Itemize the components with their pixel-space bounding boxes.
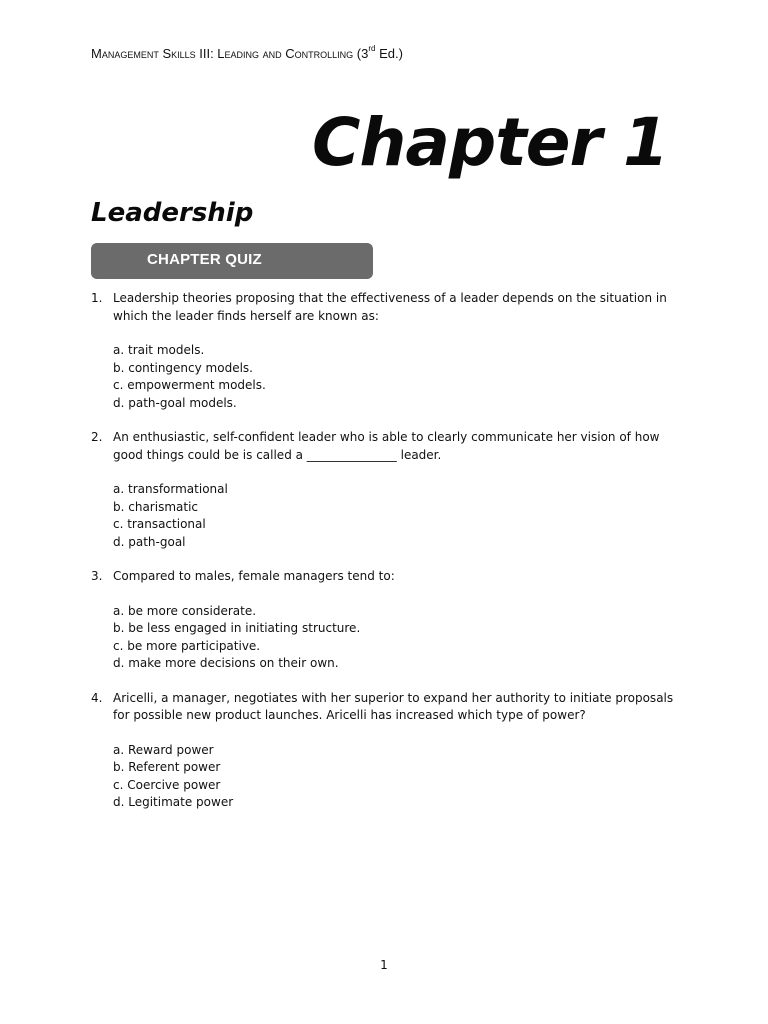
answer-option: b. contingency models.	[113, 360, 253, 375]
answer-option: c. be more participative.	[113, 638, 261, 653]
question-number: 2.	[91, 430, 103, 444]
question-text: Compared to males, female managers tend to:	[113, 569, 395, 583]
book-title: Management Skills III: Leading and Controlling (3	[91, 46, 369, 61]
question-4	[91, 690, 691, 812]
question-text: An enthusiastic, self-confident leader who is able to clearly communicate her vision of how good things could be is called a _______________ leader.	[113, 430, 660, 462]
chapter-title: Chapter 1	[312, 104, 668, 181]
question-1	[91, 290, 691, 412]
chapter-quiz-label: CHAPTER QUIZ	[147, 251, 262, 268]
answer-option: d. Legitimate power	[113, 795, 234, 809]
question-number: 4.	[91, 690, 103, 705]
question-stem	[91, 690, 691, 725]
question-text: Leadership theories proposing that the effectiveness of a leader depends on the situation in which the leader finds herself are known as:	[113, 291, 667, 323]
answer-options	[113, 742, 691, 812]
answer-option: d. path-goal models.	[113, 395, 237, 410]
question-number: 1.	[91, 291, 103, 305]
page-number: 1	[380, 958, 388, 972]
quiz-questions	[91, 290, 691, 829]
answer-option: a. Reward power	[113, 742, 214, 757]
answer-option: c. Coercive power	[113, 777, 221, 792]
answer-option: b. charismatic	[113, 499, 199, 514]
question-text: Aricelli, a manager, negotiates with her superior to expand her authority to initiate proposals for possible new product launches. Aricelli has increased which type of power?	[113, 690, 674, 722]
answer-options	[113, 342, 691, 412]
question-stem	[91, 290, 691, 325]
answer-option: d. make more decisions on their own.	[113, 656, 339, 670]
answer-option: d. path-goal	[113, 534, 186, 549]
answer-option: c. empowerment models.	[113, 378, 266, 392]
question-number: 3.	[91, 569, 103, 583]
answer-option: c. transactional	[113, 517, 206, 531]
question-3	[91, 568, 691, 673]
edition-superscript: rd	[368, 44, 376, 53]
running-header	[91, 46, 403, 61]
answer-option: a. be more considerate.	[113, 603, 257, 618]
question-stem	[91, 429, 691, 464]
edition-suffix: Ed.)	[375, 46, 403, 61]
answer-option: a. trait models.	[113, 343, 205, 357]
question-2	[91, 429, 691, 551]
chapter-quiz-banner	[91, 243, 373, 279]
answer-option: b. be less engaged in initiating structure.	[113, 621, 361, 635]
chapter-subtitle: Leadership	[91, 198, 254, 228]
answer-options	[113, 603, 691, 673]
answer-options	[113, 481, 691, 551]
answer-option: b. Referent power	[113, 760, 221, 774]
question-stem	[91, 568, 691, 586]
answer-option: a. transformational	[113, 482, 228, 496]
